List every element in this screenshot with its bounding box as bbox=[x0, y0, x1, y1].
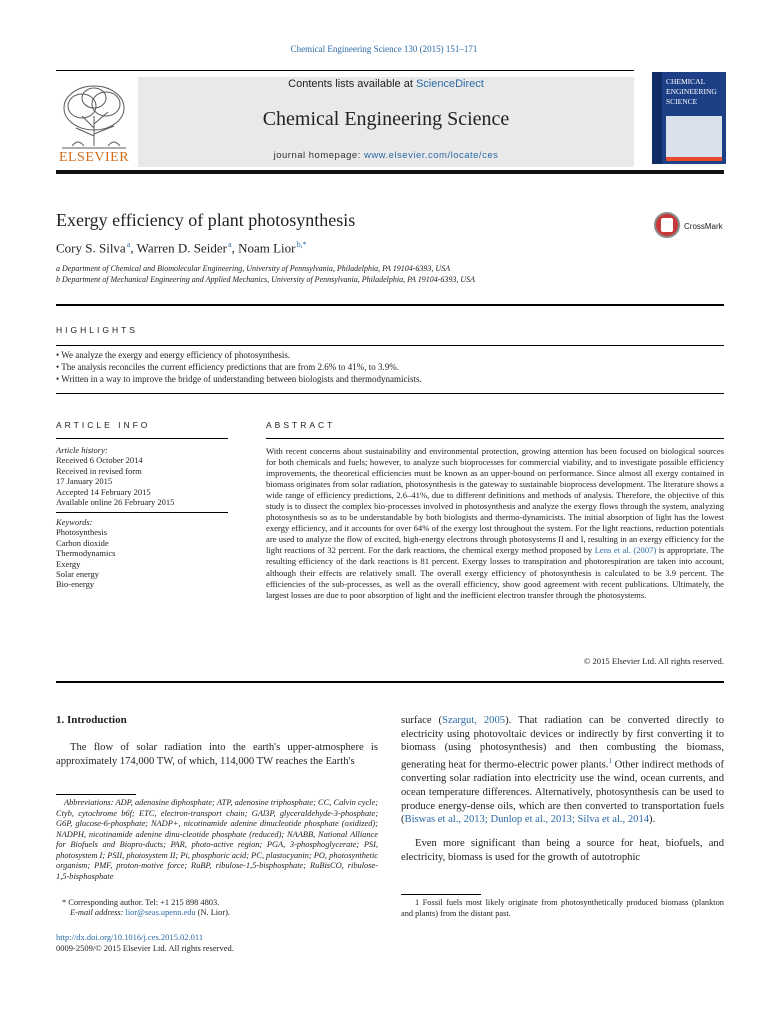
highlights-heading: HIGHLIGHTS bbox=[56, 325, 138, 335]
cover-image bbox=[666, 116, 722, 158]
abstract-body: With recent concerns about sustainability and environmental protection, growing attention has been focused on biological sources for both chemicals and fuels; however, to analyze such bioprocesses for commercial viability, and to investigate possible efficiency improvements, the theoretical efficiencies must be known as an upper-bound on performance. Since almost all exergy contained in biomass originates from solar radiation, photosynthesis is the gateway to sustainable bioprocess development. The literature shows a wide range of efficiency predictions, 2.6–41%, due to different definitions and methods of analysis. Therefore, the objective of this study is to dissect the complex bio-processes involved in photosynthesis and analyze the exergy flows through the system, analyzing photosynthesis so as to be understandable by both biologists and thermo-dynamicists. The initial absorption of light has the lowest exergy efficiency, and it accounts for over 64% of the exergy lost throughout the system. For the light reactions, reduction potentials are used to analyze the flow of excited, high-energy electrons through photosystems II and I, resulting in an exergy efficiency for the light reactions of 32 percent. For the dark reactions, the chemical exergy method proposed by bbox=[266, 446, 724, 556]
body-paragraph: Even more significant than being a source for heat, biofuels, and electricity, biomass is used for the growth of autotrophic bbox=[401, 838, 724, 863]
author-name: Cory S. Silva bbox=[56, 240, 126, 256]
cover-spine bbox=[652, 72, 662, 164]
divider bbox=[56, 345, 724, 346]
abstract-text bbox=[266, 446, 724, 601]
affiliation: b Department of Mechanical Engineering and Applied Mechanics, University of Pennsylvania, Philadelphia, PA 19104-6393, USA bbox=[56, 275, 476, 284]
body-text: ). That radiation can be converted directly to electricity using photovoltaic devices or indirectly by first converting it to biomass (using photosynthesis) and then combusting the biomass, generating heat for thermo-electric power plants. bbox=[401, 715, 725, 771]
body-text: ). bbox=[649, 814, 656, 826]
history-line: Received in revised form bbox=[56, 465, 142, 476]
footnote-1: 1 Fossil fuels most likely originate from photosynthetically produced biomass (plankton and plants) from the distant past. bbox=[401, 898, 724, 918]
article-history bbox=[56, 445, 228, 507]
citation-link[interactable]: Biswas et al., 2013; Dunlop et al., 2013; Silva et al., 2014 bbox=[404, 814, 650, 826]
homepage-link[interactable]: www.elsevier.com/locate/ces bbox=[363, 150, 499, 161]
cover-strip bbox=[666, 157, 722, 161]
publisher-name: ELSEVIER bbox=[58, 150, 130, 165]
email-label: E-mail address: bbox=[70, 908, 126, 917]
email-line bbox=[70, 908, 230, 919]
body-text: surface ( bbox=[401, 715, 443, 726]
author-name: Warren D. Seider bbox=[136, 240, 227, 256]
history-line: Received 6 October 2014 bbox=[56, 455, 143, 466]
abstract-heading: ABSTRACT bbox=[266, 420, 336, 430]
author-affil-mark[interactable]: b,* bbox=[296, 240, 307, 249]
journal-homepage bbox=[138, 150, 634, 161]
email-suffix: (N. Lior). bbox=[195, 908, 230, 917]
journal-title: Chemical Engineering Science bbox=[262, 108, 510, 130]
history-line: Accepted 14 February 2015 bbox=[56, 486, 151, 497]
keyword: Solar energy bbox=[56, 569, 100, 580]
crossmark-label[interactable]: CrossMark bbox=[684, 222, 723, 231]
section-heading: 1. Introduction bbox=[56, 714, 127, 726]
history-label: Article history: bbox=[56, 445, 108, 455]
homepage-prefix: journal homepage: bbox=[273, 150, 364, 161]
keywords-label: Keywords: bbox=[56, 517, 93, 527]
corresponding-author: * Corresponding author. Tel: +1 215 898 4803. bbox=[62, 898, 220, 907]
divider bbox=[56, 393, 724, 394]
citation-link[interactable]: Lens et al. (2007) bbox=[594, 545, 657, 556]
footnote-mark[interactable]: 1 bbox=[608, 757, 612, 766]
author-affil-mark[interactable]: a bbox=[228, 240, 232, 249]
crossmark-bookmark-icon bbox=[661, 218, 673, 232]
abstract-body: is appropriate. The resulting efficiency of the dark reactions is 81 percent. Exergy losses to transpiration and photorespiration are taken into account, although their effects are relatively small. The overall exergy efficiency of photosynthesis is calculated to be 3.9 percent. The efficiencies of the sub-processes, as well as the overall efficiency, show good agreement with recent publications. Ultimately, the largest losses are due to poor absorption of light and the inefficient electron transfer through the photosystems. bbox=[266, 545, 724, 600]
body-paragraph bbox=[401, 714, 724, 827]
abbreviations-footnote: Abbreviations: ADP, adenosine diphosphate; ATP, adenosine triphosphate; CC, Calvin cycle; Ctyb, cytochrome b6f; ETC, electron-transport chain; GAl3P, glyceraldehyde-3-phosphate; G6P, glucose-6-phosphate; NADP+, nicotinamide adenine dinucleotide phosphate (oxidized); NADPH, nicotinamide adenine dinu-cleotide phosphate (reduced); NAABB, National Alliance for Biofuels and Biopro-ducts; PAR, photo-active region; PGA, 3-phosphoglycerate; PSI, photosystem I; PSII, photosystem II; Pi, phosphoric acid; PC, plastocyanin; PO, photosynthetic organism; PMF, proton-motive force; RuBP, ribulose-1,5-bisphosphate; RuBisCO, ribulose-1,5-bisphosphate bbox=[56, 798, 378, 881]
keyword: Thermodynamics bbox=[56, 548, 116, 559]
article-info-heading: ARTICLE INFO bbox=[56, 420, 151, 430]
keyword: Exergy bbox=[56, 558, 81, 569]
history-line: Available online 26 February 2015 bbox=[56, 497, 175, 508]
body-text: Other indirect methods of converting solar radiation into electricity use the wind, ocean currents, and ocean temperature differences. Alternatively, photosynthesis can be used to produce energy-dense oils, which are then converted to transportation fuels ( bbox=[401, 759, 725, 826]
header-top-rule bbox=[56, 70, 634, 71]
author-list: Cory S. Silva $^a$, Warren D. Seider $^a$, Noam Lior $^{b,*}$ bbox=[56, 240, 307, 256]
citation-link[interactable]: Szargut, 2005 bbox=[442, 715, 506, 726]
affiliation: a Department of Chemical and Biomolecular Engineering, University of Pennsylvania, Philadelphia, PA 19104-6393, USA bbox=[56, 264, 451, 273]
header-thick-rule bbox=[56, 170, 724, 174]
keywords bbox=[56, 517, 228, 590]
body-paragraph: The flow of solar radiation into the earth's upper-atmosphere is approximately 174,000 TW, of which, 114,000 TW reaches the Earth's bbox=[56, 742, 378, 767]
abstract-copyright: © 2015 Elsevier Ltd. All rights reserved. bbox=[583, 656, 724, 666]
keyword: Photosynthesis bbox=[56, 527, 108, 538]
highlight-item: • The analysis reconciles the current efficiency predictions that are from 2.6% to 41%, to 3.9%. bbox=[56, 362, 399, 372]
journal-reference[interactable]: Chemical Engineering Science 130 (2015) 151–171 bbox=[290, 44, 478, 54]
email-link[interactable]: lior@seas.upenn.edu bbox=[125, 908, 196, 917]
author-affil-mark[interactable]: a bbox=[126, 240, 131, 249]
article-title: Exergy efficiency of plant photosynthesis bbox=[56, 210, 356, 230]
divider bbox=[266, 438, 724, 439]
divider bbox=[56, 681, 724, 683]
contents-line bbox=[138, 78, 634, 90]
highlight-item: • Written in a way to improve the bridge of understanding between biologists and thermodynamicists. bbox=[56, 374, 422, 384]
history-line: 17 January 2015 bbox=[56, 476, 113, 487]
sciencedirect-link[interactable]: ScienceDirect bbox=[415, 78, 484, 90]
footnote-rule bbox=[56, 794, 136, 795]
keyword: Carbon dioxide bbox=[56, 537, 109, 548]
divider bbox=[56, 512, 228, 513]
divider bbox=[56, 438, 228, 439]
issn-line: 0009-2509/© 2015 Elsevier Ltd. All rights reserved. bbox=[56, 943, 234, 953]
contents-prefix: Contents lists available at bbox=[288, 78, 416, 90]
divider bbox=[56, 304, 724, 306]
footnote-rule bbox=[401, 894, 481, 895]
keyword: Bio-energy bbox=[56, 579, 95, 590]
highlight-item: • We analyze the exergy and energy efficiency of photosynthesis. bbox=[56, 350, 291, 360]
cover-title: CHEMICAL ENGINEERING SCIENCE bbox=[666, 77, 717, 106]
author-name: Noam Lior bbox=[238, 240, 296, 256]
doi-link[interactable]: http://dx.doi.org/10.1016/j.ces.2015.02.011 bbox=[56, 932, 204, 942]
